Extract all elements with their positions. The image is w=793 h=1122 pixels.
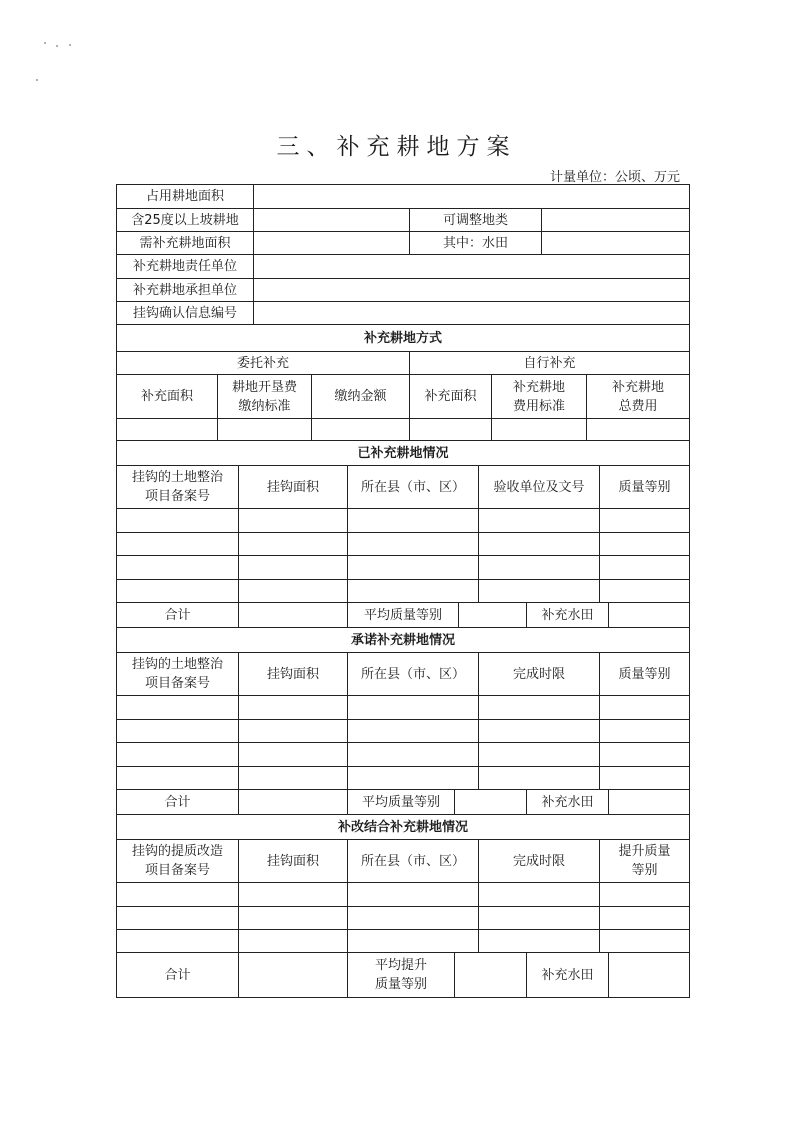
method-col-4: 补充面积 <box>424 389 477 404</box>
promised-col-2: 挂钩面积 <box>266 666 319 682</box>
adjustable-land-label: 可调整地类 <box>442 212 508 228</box>
done-heading: 已补充耕地情况 <box>357 445 449 461</box>
occupied-area-label: 占用耕地面积 <box>145 189 224 204</box>
method-col-2: 耕地开垦费 缴纳标准 <box>231 379 297 414</box>
self-label: 自行补充 <box>523 355 576 371</box>
confirm-no-label: 挂钩确认信息编号 <box>132 305 237 321</box>
improve-col-4: 完成时限 <box>512 853 565 869</box>
method-col-5: 补充耕地 费用标准 <box>512 379 565 414</box>
promised-col-1: 挂钩的土地整治 项目备案号 <box>131 657 223 691</box>
method-heading: 补充耕地方式 <box>363 330 442 346</box>
improve-heading: 补改结合补充耕地情况 <box>337 819 468 835</box>
promised-total-label: 合计 <box>164 794 191 810</box>
method-col-3: 缴纳金额 <box>334 389 387 404</box>
promised-col-4: 完成时限 <box>512 666 565 682</box>
done-avg-quality-label: 平均质量等别 <box>363 607 442 623</box>
improve-col-1: 挂钩的提质改造 项目备案号 <box>131 844 223 878</box>
promised-col-5: 质量等别 <box>618 666 671 682</box>
done-paddy-label: 补充水田 <box>541 607 594 623</box>
promised-avg-quality-label: 平均质量等别 <box>361 794 440 810</box>
done-col-2: 挂钩面积 <box>266 479 319 495</box>
done-col-3: 所在县（市、区） <box>360 479 465 495</box>
done-total-label: 合计 <box>164 607 191 623</box>
paddy-of-label: 其中：水田 <box>442 235 508 251</box>
slope-25-label: 含25度以上坡耕地 <box>131 212 239 228</box>
improve-col-3: 所在县（市、区） <box>360 853 465 869</box>
entrust-label: 委托补充 <box>236 355 289 371</box>
done-col-1: 挂钩的土地整治 项目备案号 <box>131 470 223 504</box>
improve-col-5: 提升质量 等别 <box>618 844 671 878</box>
bear-unit-label: 补充耕地承担单位 <box>132 282 237 298</box>
page-title: 三、补充耕地方案 <box>276 134 517 160</box>
improve-avg-raise-label: 平均提升 质量等别 <box>374 958 427 992</box>
improve-paddy-label: 补充水田 <box>541 967 594 983</box>
improve-total-label: 合计 <box>164 967 191 983</box>
done-col-4: 验收单位及文号 <box>493 479 585 495</box>
promised-paddy-label: 补充水田 <box>541 794 594 810</box>
method-col-1: 补充面积 <box>140 389 193 404</box>
unit-note: 计量单位：公顷、万元 <box>549 170 680 185</box>
method-col-6: 补充耕地 总费用 <box>611 379 664 414</box>
need-area-label: 需补充耕地面积 <box>139 235 231 251</box>
improve-col-2: 挂钩面积 <box>266 853 319 869</box>
promised-col-3: 所在县（市、区） <box>360 666 465 682</box>
resp-unit-label: 补充耕地责任单位 <box>132 259 237 274</box>
done-col-5: 质量等别 <box>618 479 671 495</box>
promised-heading: 承诺补充耕地情况 <box>350 632 455 648</box>
